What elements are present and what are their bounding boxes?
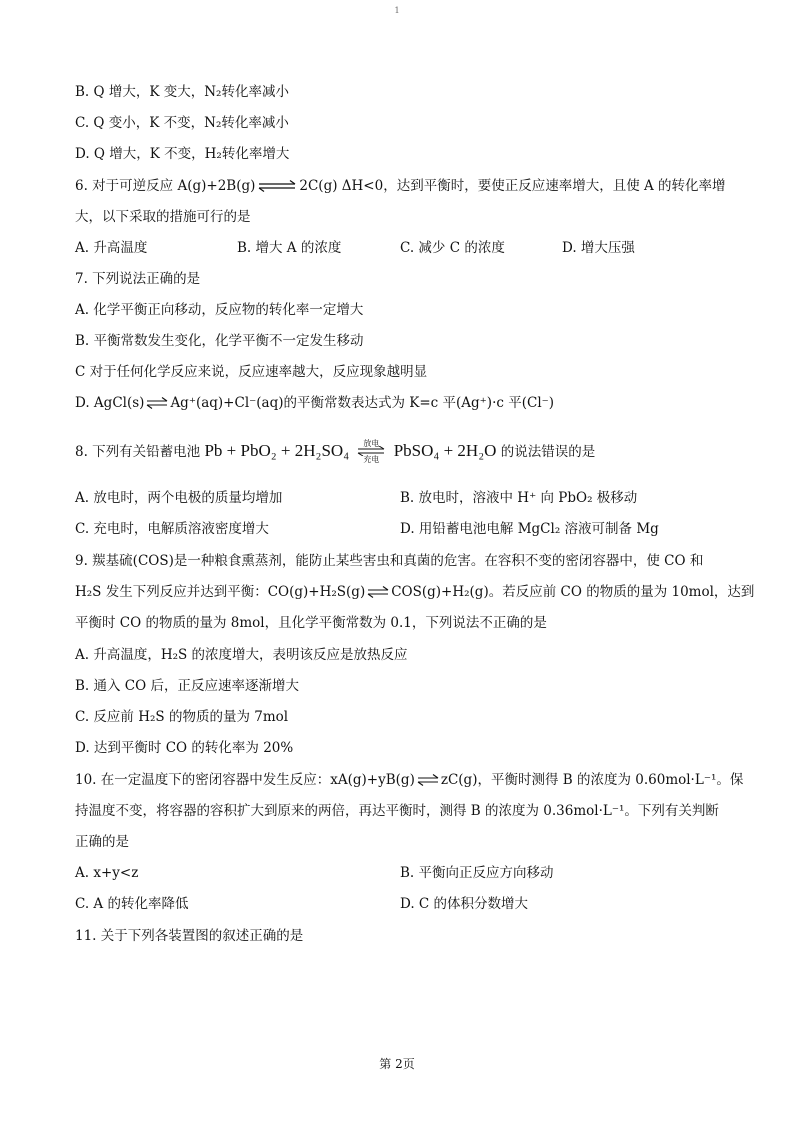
q10-option-d: D. C 的体积分数增大 — [400, 896, 529, 912]
q6-option-b: B. 增大 A 的浓度 — [237, 240, 342, 256]
q10-line1-post: zC(g)，平衡时测得 B 的浓度为 0.60mol·L⁻¹。保 — [440, 772, 744, 788]
arrow-bottom-label: 充电 — [363, 455, 380, 464]
q5-option-d: D. Q 增大，K 不变，H₂转化率增大 — [75, 146, 290, 162]
q6-option-c: C. 减少 C 的浓度 — [400, 240, 505, 256]
q8-option-b: B. 放电时，溶液中 H⁺ 向 PbO₂ 极移动 — [400, 490, 638, 506]
q10-line2: 持温度不变，将容器的容积扩大到原来的两倍，再达平衡时，测得 B 的浓度为 0.36mol·L⁻¹。下列有关判断 — [75, 803, 719, 819]
page-mark: 1 — [394, 6, 400, 15]
q9-option-a: A. 升高温度，H₂S 的浓度增大，表明该反应是放热反应 — [75, 647, 408, 663]
q6-stem-line2: 大，以下采取的措施可行的是 — [75, 209, 251, 225]
q9-line2 — [75, 583, 754, 601]
q10-line1-pre: 10. 在一定温度下的密闭容器中发生反应：xA(g)+yB(g) — [75, 772, 415, 788]
q10-options-row1 — [75, 864, 715, 882]
equilibrium-arrow-icon — [417, 774, 439, 786]
q8-options-row2 — [75, 520, 715, 538]
q5-option-c: C. Q 变小，K 不变，N₂转化率减小 — [75, 115, 289, 131]
q9-option-b: B. 通入 CO 后，正反应速率逐渐增大 — [75, 678, 299, 694]
q7-option-d-post: Ag⁺(aq)+Cl⁻(aq)的平衡常数表达式为 K=c 平(Ag⁺)·c 平(Cl⁻) — [170, 395, 555, 411]
q7-option-d — [75, 394, 554, 412]
q8-eq-left: Pb + PbO₂ + 2H₂SO₄ — [204, 441, 350, 460]
q7-stem: 7. 下列说法正确的是 — [75, 271, 201, 287]
q8-stem-post: 的说法错误的是 — [500, 444, 596, 460]
q10-options-row2 — [75, 895, 715, 913]
q9-option-d: D. 达到平衡时 CO 的转化率为 20% — [75, 740, 294, 756]
q7-option-d-pre: D. AgCl(s) — [75, 395, 145, 411]
q8-eq-right: PbSO₄ + 2H₂O — [393, 441, 497, 460]
long-equilibrium-arrow-icon — [257, 180, 297, 192]
q8-option-c: C. 充电时，电解质溶液密度增大 — [75, 521, 269, 537]
equilibrium-arrow-icon — [367, 586, 389, 598]
q11-stem: 11. 关于下列各装置图的叙述正确的是 — [75, 928, 304, 944]
q9-line1: 9. 羰基硫(COS)是一种粮食熏蒸剂，能防止某些害虫和真菌的危害。在容积不变的密闭容器中，使 CO 和 — [75, 553, 704, 569]
q8-option-a: A. 放电时，两个电极的质量均增加 — [75, 490, 283, 506]
q6-stem — [75, 177, 726, 195]
q6-option-d: D. 增大压强 — [562, 240, 635, 256]
q6-option-a: A. 升高温度 — [75, 240, 148, 256]
q7-option-b: B. 平衡常数发生变化，化学平衡不一定发生移动 — [75, 333, 364, 349]
arrow-top-label: 放电 — [363, 439, 380, 448]
discharge-charge-arrow — [357, 440, 385, 462]
q10-option-b: B. 平衡向正反应方向移动 — [400, 865, 554, 881]
q10-line1 — [75, 771, 743, 789]
page-footer: 第 2页 — [379, 1057, 415, 1071]
q9-line2-pre: H₂S 发生下列反应并达到平衡：CO(g)+H₂S(g) — [75, 584, 366, 600]
q9-option-c: C. 反应前 H₂S 的物质的量为 7mol — [75, 709, 289, 725]
q10-option-c: C. A 的转化率降低 — [75, 896, 189, 912]
q7-option-c: C 对于任何化学反应来说，反应速率越大，反应现象越明显 — [75, 364, 428, 380]
q9-line3: 平衡时 CO 的物质的量为 8mol，且化学平衡常数为 0.1，下列说法不正确的是 — [75, 615, 547, 631]
q6-stem-pre: 6. 对于可逆反应 A(g)+2B(g) — [75, 178, 256, 194]
q6-stem-post: 2C(g) ΔH<0，达到平衡时，要使正反应速率增大，且使 A 的转化率增 — [299, 178, 726, 194]
q9-line2-post: COS(g)+H₂(g)。若反应前 CO 的物质的量为 10mol，达到 — [391, 584, 755, 600]
q10-option-a: A. x+y<z — [75, 865, 139, 881]
q5-option-b: B. Q 增大，K 变大，N₂转化率减小 — [75, 84, 289, 100]
q10-line3: 正确的是 — [75, 834, 129, 850]
q7-option-a: A. 化学平衡正向移动，反应物的转化率一定增大 — [75, 302, 364, 318]
q8-stem — [75, 440, 595, 462]
equilibrium-arrow-icon — [146, 397, 168, 409]
q8-stem-pre: 8. 下列有关铅蓄电池 — [75, 444, 201, 460]
q8-option-d: D. 用铅蓄电池电解 MgCl₂ 溶液可制备 Mg — [400, 521, 659, 537]
q8-options-row1 — [75, 489, 715, 507]
